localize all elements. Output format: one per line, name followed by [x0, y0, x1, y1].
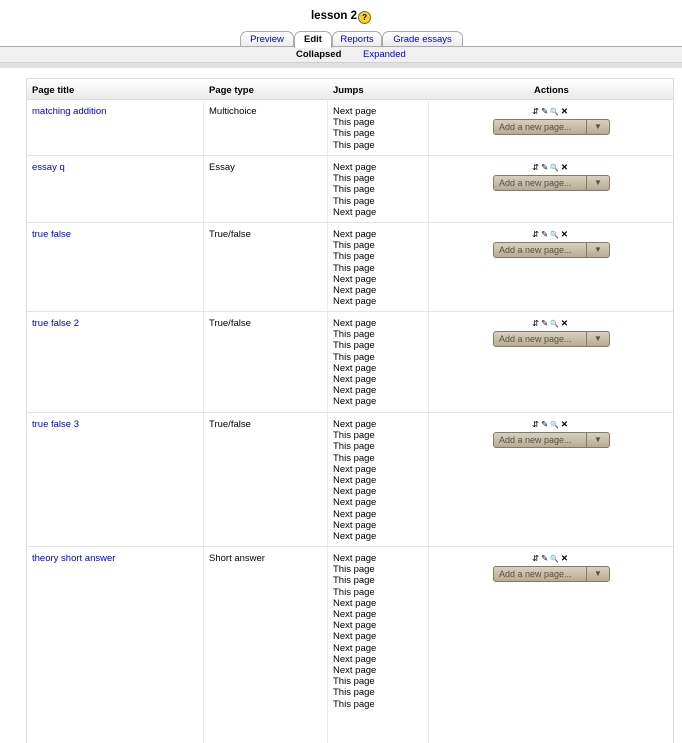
action-icons — [493, 553, 609, 563]
page-type: Essay — [209, 162, 235, 173]
jump-item: This page — [333, 430, 375, 442]
move-icon[interactable]: ⇵ — [531, 419, 542, 429]
jump-item: This page — [333, 586, 375, 598]
jump-item: This page — [333, 351, 375, 363]
move-icon[interactable]: ⇵ — [531, 162, 542, 172]
table-row — [27, 413, 673, 547]
jump-item: Next page — [333, 229, 377, 240]
add-new-page-label: Add a new page... — [499, 245, 572, 255]
page-type: True/false — [209, 419, 251, 430]
table-header — [27, 79, 673, 100]
jump-item: Next page — [333, 553, 377, 564]
jump-item: This page — [333, 173, 375, 185]
jump-item: Next page — [333, 362, 377, 374]
jump-item: This page — [333, 676, 375, 688]
table-row — [27, 547, 673, 714]
jump-item: Next page — [333, 396, 377, 408]
action-icons — [493, 229, 609, 239]
table-row — [27, 156, 673, 223]
jump-item: Next page — [333, 463, 377, 475]
add-new-page-select[interactable] — [493, 242, 610, 258]
jumps-list — [333, 419, 376, 542]
edit-icon[interactable]: ✎ — [541, 162, 551, 172]
jump-item: This page — [333, 329, 375, 341]
header-page-title: Page title — [32, 85, 75, 96]
jump-item: Next page — [333, 296, 377, 308]
jump-item: This page — [333, 184, 375, 196]
jump-item: Next page — [333, 385, 377, 397]
jump-item: This page — [333, 452, 375, 464]
page-title-link[interactable]: essay q — [32, 162, 65, 173]
jump-item: Next page — [333, 318, 377, 329]
tab-bar — [0, 31, 682, 47]
jump-item: Next page — [333, 631, 377, 643]
jump-item: Next page — [333, 106, 377, 117]
table-row — [27, 100, 673, 156]
jump-item: Next page — [333, 609, 377, 621]
jump-item: Next page — [333, 508, 377, 520]
delete-icon[interactable]: ✕ — [560, 318, 571, 328]
action-icons — [493, 162, 609, 172]
jump-item: This page — [333, 698, 375, 710]
page-title-link[interactable]: true false 3 — [32, 419, 79, 430]
jump-item: Next page — [333, 419, 377, 430]
jump-item: This page — [333, 128, 375, 140]
chevron-down-icon: ▼ — [586, 176, 609, 190]
chevron-down-icon: ▼ — [586, 332, 609, 346]
row-actions — [493, 162, 609, 191]
page-title-link[interactable]: matching addition — [32, 106, 107, 117]
move-icon[interactable]: ⇵ — [531, 553, 542, 563]
move-icon[interactable]: ⇵ — [531, 318, 542, 328]
jumps-list — [333, 106, 376, 151]
jumps-list — [333, 553, 376, 710]
jumps-list — [333, 318, 376, 408]
subtab-collapsed: Collapsed — [296, 49, 342, 60]
tab-grade-essays[interactable]: Grade essays — [382, 31, 463, 46]
add-new-page-select[interactable] — [493, 331, 610, 347]
add-new-page-label: Add a new page... — [499, 569, 572, 579]
jump-item: This page — [333, 441, 375, 453]
chevron-down-icon: ▼ — [586, 433, 609, 447]
edit-icon[interactable]: ✎ — [541, 318, 551, 328]
preview-icon[interactable]: 🔍 — [550, 556, 561, 563]
add-new-page-label: Add a new page... — [499, 122, 572, 132]
jump-item: This page — [333, 340, 375, 352]
help-icon[interactable]: ? — [358, 11, 371, 24]
table-row — [27, 223, 673, 312]
table-row — [27, 312, 673, 413]
delete-icon[interactable]: ✕ — [560, 229, 571, 239]
preview-icon[interactable]: 🔍 — [550, 321, 561, 328]
delete-icon[interactable]: ✕ — [560, 419, 571, 429]
page-type: True/false — [209, 318, 251, 329]
edit-icon[interactable]: ✎ — [541, 419, 551, 429]
add-new-page-select[interactable] — [493, 566, 610, 582]
add-new-page-select[interactable] — [493, 119, 610, 135]
tab-edit[interactable]: Edit — [294, 31, 332, 48]
delete-icon[interactable]: ✕ — [560, 162, 571, 172]
jump-item: This page — [333, 575, 375, 587]
jump-item: Next page — [333, 597, 377, 609]
pages-table — [26, 78, 674, 743]
jump-item: Next page — [333, 642, 377, 654]
separator-band — [0, 63, 682, 68]
jump-item: This page — [333, 251, 375, 263]
chevron-down-icon: ▼ — [586, 120, 609, 134]
add-new-page-label: Add a new page... — [499, 178, 572, 188]
page-type: Short answer — [209, 553, 265, 564]
header-jumps: Jumps — [333, 85, 364, 96]
jump-item: This page — [333, 117, 375, 129]
jump-item: Next page — [333, 285, 377, 297]
chevron-down-icon: ▼ — [586, 567, 609, 581]
jump-item: This page — [333, 195, 375, 207]
page-type: Multichoice — [209, 106, 257, 117]
page-title-link[interactable]: theory short answer — [32, 553, 116, 564]
add-new-page-select[interactable] — [493, 432, 610, 448]
jump-item: Next page — [333, 531, 377, 543]
jump-item: Next page — [333, 374, 377, 386]
jump-item: Next page — [333, 620, 377, 632]
move-icon[interactable]: ⇵ — [531, 106, 542, 116]
row-actions — [493, 229, 609, 258]
preview-icon[interactable]: 🔍 — [550, 165, 561, 172]
jump-item: Next page — [333, 497, 377, 509]
move-icon[interactable]: ⇵ — [531, 229, 542, 239]
add-new-page-label: Add a new page... — [499, 435, 572, 445]
jump-item: Next page — [333, 653, 377, 665]
subtab-row — [0, 47, 682, 63]
edit-icon[interactable]: ✎ — [541, 553, 551, 563]
page-title-link[interactable]: true false 2 — [32, 318, 79, 329]
jump-item: Next page — [333, 519, 377, 531]
add-new-page-select[interactable] — [493, 175, 610, 191]
action-icons — [493, 106, 609, 116]
action-icons — [493, 419, 609, 429]
jump-item: Next page — [333, 665, 377, 677]
preview-icon[interactable]: 🔍 — [550, 422, 561, 429]
subtab-expanded-link[interactable]: Expanded — [363, 49, 406, 60]
jump-item: Next page — [333, 273, 377, 285]
delete-icon[interactable]: ✕ — [560, 106, 571, 116]
jump-item: This page — [333, 687, 375, 699]
jumps-list — [333, 229, 376, 307]
preview-icon[interactable]: 🔍 — [550, 109, 561, 116]
jump-item: Next page — [333, 206, 377, 218]
jump-item: This page — [333, 139, 375, 151]
jump-item: This page — [333, 262, 375, 274]
page-title — [0, 10, 682, 24]
jump-item: Next page — [333, 162, 377, 173]
row-actions — [493, 318, 609, 347]
page-title-text: lesson 2 — [310, 10, 358, 22]
jump-item: This page — [333, 240, 375, 252]
page-type: True/false — [209, 229, 251, 240]
jump-item: Next page — [333, 486, 377, 498]
delete-icon[interactable]: ✕ — [560, 553, 571, 563]
jumps-list — [333, 162, 376, 218]
action-icons — [493, 318, 609, 328]
page-title-link[interactable]: true false — [32, 229, 72, 240]
preview-icon[interactable]: 🔍 — [550, 232, 561, 239]
edit-icon[interactable]: ✎ — [541, 106, 551, 116]
jump-item: Next page — [333, 475, 377, 487]
edit-icon[interactable]: ✎ — [541, 229, 551, 239]
tab-reports[interactable]: Reports — [332, 31, 382, 46]
header-actions: Actions — [534, 85, 569, 96]
add-new-page-label: Add a new page... — [499, 334, 572, 344]
row-actions — [493, 106, 609, 135]
row-actions — [493, 419, 609, 448]
row-actions — [493, 553, 609, 582]
chevron-down-icon: ▼ — [586, 243, 609, 257]
header-page-type: Page type — [209, 85, 254, 96]
jump-item: This page — [333, 564, 375, 576]
tab-preview[interactable]: Preview — [240, 31, 294, 46]
